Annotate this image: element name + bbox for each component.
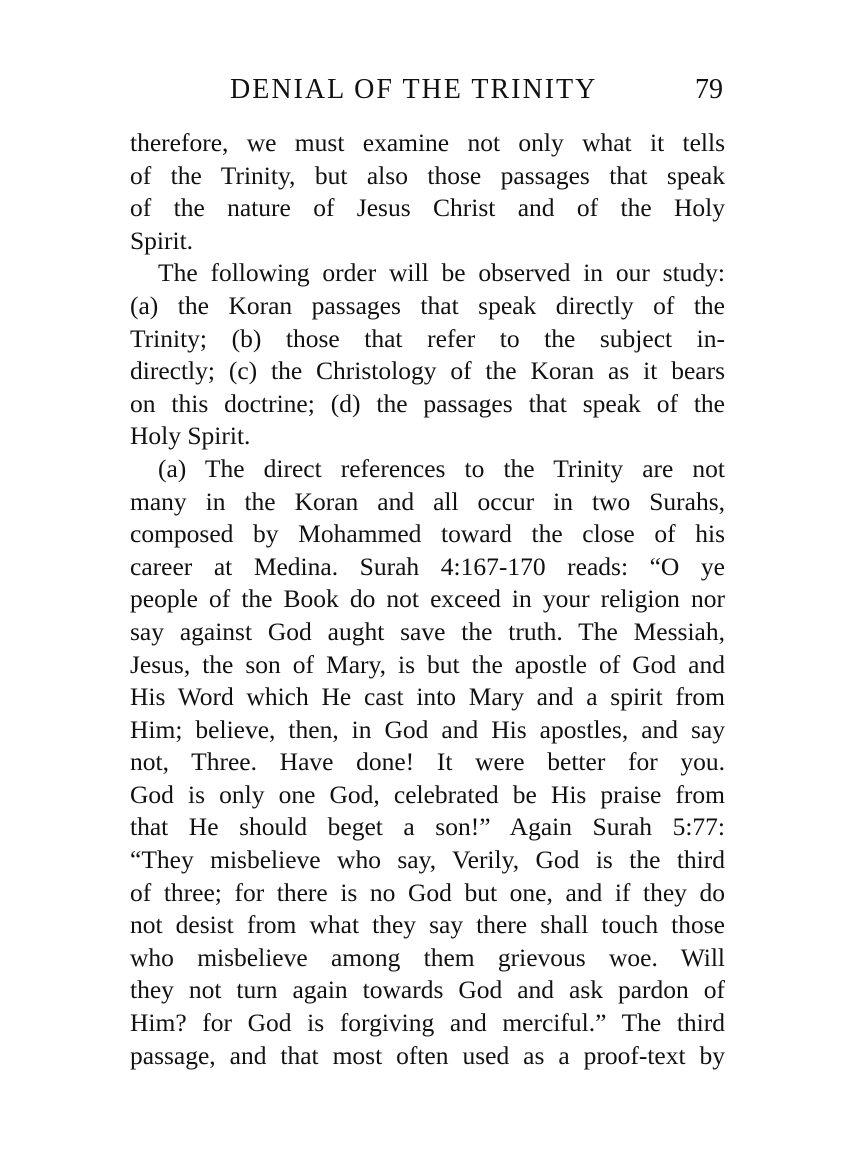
running-head: DENIAL OF THE TRINITY: [230, 74, 598, 105]
text-line: directly; (c) the Christology of the Koran as it bears: [130, 356, 725, 386]
text-line: say against God aught save the truth. The Messiah,: [130, 616, 725, 646]
text-line: many in the Koran and all occur in two Surahs,: [130, 486, 725, 516]
text-line: who misbelieve among them grievous woe. Will: [130, 942, 725, 972]
text-line: of three; for there is no God but one, and if they do: [130, 877, 725, 907]
text-line: passage, and that most often used as a proof-text by: [130, 1040, 725, 1070]
paragraph-start-line: The following order will be observed in our study:: [158, 258, 725, 288]
text-line: Holy Spirit.: [130, 421, 251, 451]
text-line: “They misbelieve who say, Verily, God is the third: [130, 845, 725, 875]
page-number: 79: [695, 74, 723, 105]
text-line: Him? for God is forgiving and merciful.” The third: [130, 1008, 725, 1038]
text-line: they not turn again towards God and ask pardon of: [130, 975, 725, 1005]
text-line: of the nature of Jesus Christ and of the Holy: [130, 193, 725, 223]
text-line: (a) the Koran passages that speak directly of the: [130, 290, 725, 320]
text-line: God is only one God, celebrated be His praise from: [130, 779, 725, 809]
text-line: Jesus, the son of Mary, is but the apostle of God and: [130, 649, 725, 679]
text-line: Him; believe, then, in God and His apostles, and say: [130, 714, 725, 744]
body-text: [130, 127, 725, 1072]
text-line: not desist from what they say there shall touch those: [130, 910, 725, 940]
text-line: His Word which He cast into Mary and a spirit from: [130, 682, 725, 712]
text-line: on this doctrine; (d) the passages that speak of the: [130, 388, 725, 418]
text-line: that He should beget a son!” Again Surah 5:77:: [130, 812, 725, 842]
text-line: of the Trinity, but also those passages that speak: [130, 160, 725, 190]
text-line: composed by Mohammed toward the close of his: [130, 519, 725, 549]
paragraph-start-line: (a) The direct references to the Trinity are not: [158, 453, 725, 483]
text-line: Spirit.: [130, 225, 194, 255]
text-line: people of the Book do not exceed in your religion nor: [130, 584, 725, 614]
page-header: [130, 74, 725, 110]
text-line: therefore, we must examine not only what it tells: [130, 128, 725, 157]
text-line: Trinity; (b) those that refer to the subject in-: [130, 323, 725, 353]
text-line: career at Medina. Surah 4:167-170 reads: “O ye: [130, 551, 725, 581]
text-line: not, Three. Have done! It were better for you.: [130, 747, 725, 777]
